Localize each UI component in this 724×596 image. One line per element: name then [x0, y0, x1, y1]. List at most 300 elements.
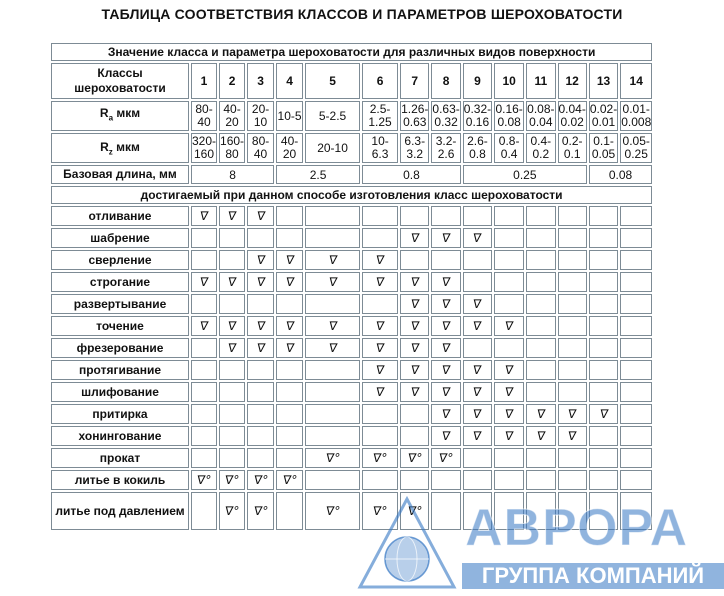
achievable-cell: [400, 228, 429, 248]
achievable-cell: [494, 316, 524, 336]
achievable-cell: [400, 360, 429, 380]
ra-value: 0.01-0.008: [621, 102, 652, 129]
achievable-cell: [400, 338, 429, 358]
achievable-cell: [362, 448, 398, 468]
achievable-cell: [400, 426, 429, 446]
roughness-check-icon: ∇: [504, 384, 515, 399]
class-number: 9: [463, 63, 492, 99]
achievable-cell: [362, 404, 398, 424]
achievable-cell: [589, 316, 618, 336]
classes-label: Классы шероховатости: [51, 63, 189, 99]
achievable-cell: [463, 404, 492, 424]
achievable-cell: [431, 426, 460, 446]
achievable-cell: [526, 360, 555, 380]
achievable-cell: [219, 470, 245, 490]
roughness-check-icon: ∇: [227, 318, 238, 333]
roughness-check-icon: ∇: [504, 406, 515, 421]
achievable-cell: [463, 294, 492, 314]
achievable-cell: [191, 294, 217, 314]
achievable-cell: [620, 250, 652, 270]
achievable-cell: [431, 404, 460, 424]
roughness-check-icon: ∇: [409, 318, 420, 333]
process-row: [51, 448, 652, 468]
process-row: [51, 228, 652, 248]
roughness-circle-check-icon: ∇°: [324, 450, 341, 465]
process-row: [51, 470, 652, 490]
achievable-cell: [463, 338, 492, 358]
achievable-cell: [305, 492, 360, 530]
ra-value: 0.63-0.32: [432, 102, 460, 129]
header-mid: достигаемый при данном способе изготовления класс шероховатости: [51, 186, 652, 204]
rz-value: 40-20: [276, 133, 303, 163]
roughness-check-icon: ∇: [375, 362, 386, 377]
achievable-cell: [463, 382, 492, 402]
achievable-cell: [494, 338, 524, 358]
achievable-cell: [589, 404, 618, 424]
process-name: литье в кокиль: [51, 470, 189, 490]
achievable-cell: [191, 470, 217, 490]
roughness-check-icon: ∇: [598, 406, 609, 421]
achievable-cell: [620, 338, 652, 358]
achievable-cell: [620, 426, 652, 446]
roughness-check-icon: ∇: [375, 340, 386, 355]
achievable-cell: [400, 448, 429, 468]
achievable-cell: [247, 250, 274, 270]
achievable-cell: [463, 206, 492, 226]
roughness-check-icon: ∇: [472, 384, 483, 399]
achievable-cell: [431, 448, 460, 468]
achievable-cell: [400, 404, 429, 424]
rz-value: 10-6.3: [362, 133, 398, 163]
achievable-cell: [276, 316, 303, 336]
achievable-cell: [219, 206, 245, 226]
ra-value: 0.32-0.16: [463, 102, 492, 129]
achievable-cell: [305, 404, 360, 424]
achievable-cell: [219, 426, 245, 446]
achievable-cell: [362, 338, 398, 358]
ra-value: 10-5: [276, 101, 303, 131]
roughness-check-icon: ∇: [409, 274, 420, 289]
achievable-cell: [276, 382, 303, 402]
achievable-cell: [276, 470, 303, 490]
class-number: 3: [247, 63, 274, 99]
achievable-cell: [431, 470, 460, 490]
class-number: 14: [620, 63, 652, 99]
process-row: [51, 404, 652, 424]
rz-value: 0.05-0.25: [620, 133, 652, 163]
achievable-cell: [191, 206, 217, 226]
achievable-cell: [362, 206, 398, 226]
achievable-cell: [362, 250, 398, 270]
class-number: 2: [219, 63, 245, 99]
achievable-cell: [494, 250, 524, 270]
achievable-cell: [526, 316, 555, 336]
achievable-cell: [400, 470, 429, 490]
brand-subtitle: ГРУППА КОМПАНИЙ: [462, 563, 724, 589]
achievable-cell: [191, 272, 217, 292]
achievable-cell: [620, 382, 652, 402]
process-name: развертывание: [51, 294, 189, 314]
achievable-cell: [247, 228, 274, 248]
ra-value: 80-40: [191, 101, 217, 131]
rz-value: 320-160: [192, 134, 217, 161]
process-name: протягивание: [51, 360, 189, 380]
roughness-check-icon: ∇: [472, 406, 483, 421]
achievable-cell: [526, 250, 555, 270]
roughness-check-icon: ∇: [441, 296, 452, 311]
roughness-check-icon: ∇: [472, 428, 483, 443]
achievable-cell: [494, 228, 524, 248]
achievable-cell: [276, 338, 303, 358]
roughness-check-icon: ∇: [535, 428, 546, 443]
roughness-check-icon: ∇: [255, 252, 266, 267]
achievable-cell: [247, 338, 274, 358]
roughness-check-icon: ∇: [409, 340, 420, 355]
achievable-cell: [589, 382, 618, 402]
achievable-cell: [526, 272, 555, 292]
achievable-cell: [526, 404, 555, 424]
roughness-check-icon: ∇: [535, 406, 546, 421]
achievable-cell: [305, 448, 360, 468]
roughness-check-icon: ∇: [284, 340, 295, 355]
class-number: 6: [362, 63, 398, 99]
rz-value: 0.1-0.05: [589, 133, 618, 163]
process-name: фрезерование: [51, 338, 189, 358]
ra-value: 0.16-0.08: [495, 102, 523, 129]
achievable-cell: [219, 404, 245, 424]
achievable-cell: [463, 272, 492, 292]
achievable-cell: [558, 448, 587, 468]
achievable-cell: [276, 448, 303, 468]
achievable-cell: [494, 272, 524, 292]
achievable-cell: [362, 294, 398, 314]
roughness-check-icon: ∇: [441, 230, 452, 245]
achievable-cell: [276, 272, 303, 292]
achievable-cell: [219, 316, 245, 336]
ra-value: 2.5-1.25: [362, 101, 398, 131]
achievable-cell: [526, 294, 555, 314]
achievable-cell: [494, 426, 524, 446]
achievable-cell: [431, 360, 460, 380]
base-length-value: 8: [191, 165, 274, 184]
ra-value: 0.08-0.04: [527, 102, 555, 129]
achievable-cell: [400, 294, 429, 314]
achievable-cell: [247, 206, 274, 226]
achievable-cell: [463, 360, 492, 380]
achievable-cell: [526, 228, 555, 248]
achievable-cell: [276, 404, 303, 424]
rz-value: 20-10: [305, 133, 360, 163]
roughness-check-icon: ∇: [255, 340, 266, 355]
process-row: [51, 338, 652, 358]
achievable-cell: [558, 294, 587, 314]
achievable-cell: [431, 294, 460, 314]
achievable-cell: [431, 338, 460, 358]
achievable-cell: [247, 492, 274, 530]
process-row: [51, 316, 652, 336]
ra-value: 20-10: [247, 101, 274, 131]
process-name: шабрение: [51, 228, 189, 248]
roughness-check-icon: ∇: [255, 318, 266, 333]
roughness-check-icon: ∇: [327, 274, 338, 289]
achievable-cell: [526, 470, 555, 490]
achievable-cell: [305, 426, 360, 446]
process-row: [51, 206, 652, 226]
rz-value: 0.2-0.1: [558, 133, 587, 163]
achievable-cell: [589, 426, 618, 446]
roughness-circle-check-icon: ∇°: [438, 450, 455, 465]
achievable-cell: [494, 470, 524, 490]
base-length-value: 0.8: [362, 165, 461, 184]
achievable-cell: [400, 250, 429, 270]
roughness-circle-check-icon: ∇°: [406, 450, 423, 465]
roughness-check-icon: ∇: [327, 252, 338, 267]
process-name: точение: [51, 316, 189, 336]
process-row: [51, 272, 652, 292]
achievable-cell: [400, 382, 429, 402]
achievable-cell: [362, 382, 398, 402]
achievable-cell: [589, 206, 618, 226]
achievable-cell: [191, 426, 217, 446]
roughness-check-icon: ∇: [409, 384, 420, 399]
achievable-cell: [191, 382, 217, 402]
roughness-circle-check-icon: ∇°: [196, 472, 213, 487]
achievable-cell: [247, 382, 274, 402]
achievable-cell: [191, 404, 217, 424]
roughness-check-icon: ∇: [327, 340, 338, 355]
achievable-cell: [494, 382, 524, 402]
achievable-cell: [558, 206, 587, 226]
rz-value: 0.8-0.4: [494, 133, 524, 163]
header-top: Значение класса и параметра шероховатости для различных видов поверхности: [51, 43, 652, 61]
achievable-cell: [620, 360, 652, 380]
achievable-cell: [247, 426, 274, 446]
achievable-cell: [463, 448, 492, 468]
achievable-cell: [219, 492, 245, 530]
process-row: [51, 294, 652, 314]
achievable-cell: [526, 206, 555, 226]
achievable-cell: [589, 448, 618, 468]
achievable-cell: [558, 470, 587, 490]
achievable-cell: [558, 338, 587, 358]
achievable-cell: [589, 294, 618, 314]
achievable-cell: [494, 206, 524, 226]
roughness-check-icon: ∇: [409, 230, 420, 245]
roughness-circle-check-icon: ∇°: [224, 503, 241, 518]
roughness-check-icon: ∇: [375, 252, 386, 267]
achievable-cell: [305, 316, 360, 336]
achievable-cell: [362, 470, 398, 490]
achievable-cell: [219, 294, 245, 314]
ra-value: 40-20: [219, 101, 245, 131]
process-name: строгание: [51, 272, 189, 292]
achievable-cell: [191, 492, 217, 530]
roughness-circle-check-icon: ∇°: [281, 472, 298, 487]
achievable-cell: [400, 316, 429, 336]
roughness-check-icon: ∇: [504, 362, 515, 377]
achievable-cell: [247, 316, 274, 336]
class-number: 10: [494, 63, 524, 99]
brand-name: АВРОРА: [465, 499, 689, 557]
rz-value: 6.3-3.2: [400, 133, 429, 163]
roughness-check-icon: ∇: [199, 208, 210, 223]
page-title: ТАБЛИЦА СООТВЕТСТВИЯ КЛАССОВ И ПАРАМЕТРОВ ШЕРОХОВАТОСТИ: [101, 6, 623, 22]
achievable-cell: [431, 316, 460, 336]
roughness-check-icon: ∇: [227, 208, 238, 223]
achievable-cell: [362, 426, 398, 446]
achievable-cell: [191, 250, 217, 270]
achievable-cell: [620, 206, 652, 226]
roughness-check-icon: ∇: [255, 274, 266, 289]
achievable-cell: [589, 360, 618, 380]
roughness-circle-check-icon: ∇°: [252, 503, 269, 518]
achievable-cell: [589, 272, 618, 292]
roughness-check-icon: ∇: [567, 428, 578, 443]
achievable-cell: [463, 316, 492, 336]
achievable-cell: [305, 250, 360, 270]
achievable-cell: [558, 316, 587, 336]
achievable-cell: [305, 272, 360, 292]
achievable-cell: [191, 316, 217, 336]
rz-value: 2.6-0.8: [463, 133, 492, 163]
achievable-cell: [589, 228, 618, 248]
achievable-cell: [620, 448, 652, 468]
class-number: 7: [400, 63, 429, 99]
achievable-cell: [219, 338, 245, 358]
class-number: 8: [431, 63, 460, 99]
roughness-check-icon: ∇: [227, 274, 238, 289]
achievable-cell: [305, 206, 360, 226]
achievable-cell: [247, 448, 274, 468]
roughness-check-icon: ∇: [409, 296, 420, 311]
achievable-cell: [558, 272, 587, 292]
achievable-cell: [362, 492, 398, 530]
process-name: шлифование: [51, 382, 189, 402]
roughness-check-icon: ∇: [472, 230, 483, 245]
achievable-cell: [305, 382, 360, 402]
rz-value: 80-40: [247, 133, 274, 163]
roughness-circle-check-icon: ∇°: [372, 450, 389, 465]
achievable-cell: [276, 492, 303, 530]
achievable-cell: [620, 228, 652, 248]
process-name: литье под давлением: [51, 492, 189, 530]
achievable-cell: [191, 448, 217, 468]
achievable-cell: [463, 470, 492, 490]
achievable-cell: [558, 360, 587, 380]
class-number: 4: [276, 63, 303, 99]
achievable-cell: [526, 448, 555, 468]
achievable-cell: [362, 272, 398, 292]
achievable-cell: [305, 228, 360, 248]
achievable-cell: [620, 316, 652, 336]
class-number: 5: [305, 63, 360, 99]
achievable-cell: [247, 404, 274, 424]
achievable-cell: [276, 228, 303, 248]
achievable-cell: [526, 426, 555, 446]
roughness-circle-check-icon: ∇°: [372, 503, 389, 518]
achievable-cell: [305, 294, 360, 314]
roughness-check-icon: ∇: [472, 296, 483, 311]
achievable-cell: [219, 272, 245, 292]
ra-value: 0.02-0.01: [589, 102, 618, 129]
achievable-cell: [247, 272, 274, 292]
achievable-cell: [558, 250, 587, 270]
roughness-check-icon: ∇: [375, 274, 386, 289]
rz-value: 3.2-2.6: [431, 133, 460, 163]
achievable-cell: [558, 228, 587, 248]
achievable-cell: [494, 404, 524, 424]
achievable-cell: [219, 360, 245, 380]
achievable-cell: [191, 360, 217, 380]
roughness-check-icon: ∇: [255, 208, 266, 223]
achievable-cell: [526, 382, 555, 402]
roughness-check-icon: ∇: [441, 362, 452, 377]
achievable-cell: [191, 228, 217, 248]
roughness-check-icon: ∇: [441, 318, 452, 333]
rz-value: 0.4-0.2: [526, 133, 555, 163]
rz-value: 160-80: [220, 134, 245, 161]
roughness-check-icon: ∇: [504, 428, 515, 443]
achievable-cell: [247, 470, 274, 490]
roughness-check-icon: ∇: [441, 406, 452, 421]
achievable-cell: [431, 250, 460, 270]
class-number: 12: [558, 63, 587, 99]
achievable-cell: [589, 470, 618, 490]
roughness-check-icon: ∇: [284, 252, 295, 267]
achievable-cell: [276, 206, 303, 226]
roughness-check-icon: ∇: [409, 362, 420, 377]
achievable-cell: [431, 228, 460, 248]
rz-label: $R_z$ мкм: [51, 133, 189, 163]
achievable-cell: [219, 382, 245, 402]
achievable-cell: [431, 272, 460, 292]
roughness-check-icon: ∇: [567, 406, 578, 421]
achievable-cell: [526, 338, 555, 358]
achievable-cell: [219, 448, 245, 468]
process-name: притирка: [51, 404, 189, 424]
roughness-circle-check-icon: ∇°: [406, 503, 423, 518]
achievable-cell: [463, 426, 492, 446]
ra-value: 1.26-0.63: [401, 102, 429, 129]
class-number: 1: [191, 63, 217, 99]
achievable-cell: [431, 382, 460, 402]
achievable-cell: [362, 228, 398, 248]
roughness-circle-check-icon: ∇°: [224, 472, 241, 487]
roughness-check-icon: ∇: [441, 274, 452, 289]
roughness-check-icon: ∇: [441, 384, 452, 399]
process-name: хонингование: [51, 426, 189, 446]
achievable-cell: [494, 294, 524, 314]
achievable-cell: [362, 316, 398, 336]
roughness-circle-check-icon: ∇°: [324, 503, 341, 518]
class-number: 11: [526, 63, 555, 99]
achievable-cell: [276, 426, 303, 446]
base-length-value: 0.08: [589, 165, 652, 184]
achievable-cell: [463, 250, 492, 270]
achievable-cell: [219, 250, 245, 270]
achievable-cell: [362, 360, 398, 380]
achievable-cell: [400, 492, 429, 530]
roughness-table: [49, 41, 654, 532]
class-number: 13: [589, 63, 618, 99]
roughness-check-icon: ∇: [375, 318, 386, 333]
achievable-cell: [558, 404, 587, 424]
achievable-cell: [400, 206, 429, 226]
roughness-check-icon: ∇: [327, 318, 338, 333]
achievable-cell: [305, 470, 360, 490]
process-row: [51, 250, 652, 270]
achievable-cell: [589, 338, 618, 358]
